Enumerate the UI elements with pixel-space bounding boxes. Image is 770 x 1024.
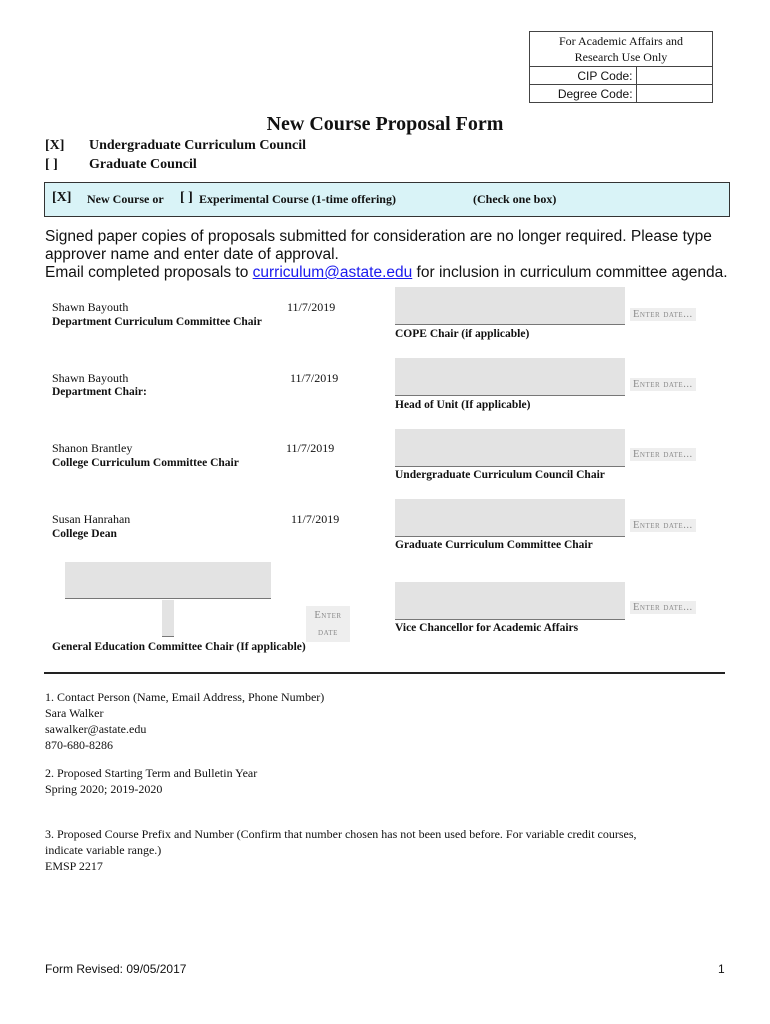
section-divider (44, 672, 725, 674)
form-revised: Form Revised: 09/05/2017 (45, 962, 187, 976)
new-course-checkbox[interactable]: [X] (52, 190, 72, 205)
right-enter-date-3[interactable]: Enter date... (630, 448, 696, 461)
question-2 (45, 765, 257, 797)
q1-email[interactable]: sawalker@astate.edu (45, 722, 147, 736)
right-signer-field-2[interactable] (395, 358, 625, 396)
instructions-line2-pre: Email completed proposals to (45, 264, 253, 281)
left-signer-name-4[interactable]: Susan Hanrahan (52, 512, 131, 526)
left-signer-date-3[interactable]: 11/7/2019 (286, 441, 335, 455)
left-signer-role-4: College Dean (52, 528, 117, 540)
cip-code-label: CIP Code: (530, 67, 637, 85)
left-signer-date-1[interactable]: 11/7/2019 (287, 300, 336, 314)
left-signer-name-2[interactable]: Shawn Bayouth (52, 371, 129, 385)
right-enter-date-2[interactable]: Enter date... (630, 378, 696, 391)
page-number: 1 (718, 962, 725, 976)
right-signer-role-2: Head of Unit (If applicable) (395, 399, 531, 411)
use-only-header-line2: Research Use Only (574, 50, 668, 64)
right-enter-date-1[interactable]: Enter date... (630, 308, 696, 321)
experimental-course-label: Experimental Course (1-time offering) (199, 192, 396, 206)
experimental-course-checkbox[interactable]: [ ] (180, 190, 193, 205)
right-signer-field-3[interactable] (395, 429, 625, 467)
left-signer-name-3[interactable]: Shanon Brantley (52, 441, 133, 455)
course-type-box (44, 182, 730, 217)
undergrad-council-label: Undergraduate Curriculum Council (89, 138, 306, 153)
gen-ed-enter-line1: Enter (314, 610, 342, 621)
degree-code-label: Degree Code: (530, 85, 637, 103)
right-enter-date-5[interactable]: Enter date... (630, 601, 696, 614)
left-signer-name-1[interactable]: Shawn Bayouth (52, 300, 129, 314)
left-signer-role-2: Department Chair: (52, 386, 147, 398)
left-signer-date-2[interactable]: 11/7/2019 (290, 371, 339, 385)
instructions-line2 (45, 264, 735, 282)
right-signer-field-1[interactable] (395, 287, 625, 325)
graduate-council-checkbox[interactable]: [ ] (45, 157, 58, 172)
question-1 (45, 689, 324, 753)
right-signer-role-5: Vice Chancellor for Academic Affairs (395, 622, 579, 634)
right-signer-role-1: COPE Chair (if applicable) (395, 328, 530, 340)
academic-affairs-use-table (529, 31, 713, 103)
gen-ed-name-field-continued[interactable] (162, 600, 174, 637)
council-option-undergrad[interactable] (45, 138, 306, 154)
cip-code-field[interactable] (636, 67, 712, 85)
gen-ed-enter-line2: date (318, 627, 338, 638)
use-only-header-line1: For Academic Affairs and (558, 34, 684, 48)
right-signer-role-3: Undergraduate Curriculum Council Chair (395, 469, 605, 481)
q1-label: 1. Contact Person (Name, Email Address, Phone Number) (45, 690, 325, 704)
left-signer-role-3: College Curriculum Committee Chair (52, 457, 239, 469)
instructions (45, 228, 735, 282)
use-only-header (530, 32, 713, 67)
q3-label-line1: 3. Proposed Course Prefix and Number (Confirm that number chosen has not been used before. For variable credit courses, (45, 827, 637, 841)
check-one-hint: (Check one box) (473, 192, 557, 206)
gen-ed-role: General Education Committee Chair (If applicable) (52, 641, 306, 653)
page-title: New Course Proposal Form (266, 113, 504, 135)
council-option-graduate[interactable] (45, 157, 197, 173)
right-signer-field-5[interactable] (395, 582, 625, 620)
q3-value[interactable]: EMSP 2217 (45, 859, 103, 873)
degree-code-field[interactable] (636, 85, 712, 103)
q3-label-line2: indicate variable range.) (45, 843, 162, 857)
question-3 (45, 826, 745, 874)
q1-name[interactable]: Sara Walker (45, 706, 104, 720)
undergrad-council-checkbox[interactable]: [X] (45, 138, 65, 153)
left-signer-role-1: Department Curriculum Committee Chair (52, 316, 262, 328)
new-course-label: New Course or (87, 192, 164, 206)
q1-phone[interactable]: 870-680-8286 (45, 738, 113, 752)
q2-value[interactable]: Spring 2020; 2019-2020 (45, 782, 163, 796)
right-signer-role-4: Graduate Curriculum Committee Chair (395, 539, 593, 551)
instructions-line2-post: for inclusion in curriculum committee agenda. (412, 264, 728, 281)
right-enter-date-4[interactable]: Enter date... (630, 519, 696, 532)
gen-ed-enter-date[interactable] (306, 606, 350, 642)
instructions-line1: Signed paper copies of proposals submitted for consideration are no longer required. Please type approver name and enter date of approval. (45, 228, 712, 263)
gen-ed-name-field[interactable] (65, 562, 271, 599)
left-signer-date-4[interactable]: 11/7/2019 (291, 512, 340, 526)
curriculum-email-link[interactable]: curriculum@astate.edu (252, 264, 413, 281)
graduate-council-label: Graduate Council (89, 157, 197, 172)
q2-label: 2. Proposed Starting Term and Bulletin Year (45, 766, 258, 780)
right-signer-field-4[interactable] (395, 499, 625, 537)
